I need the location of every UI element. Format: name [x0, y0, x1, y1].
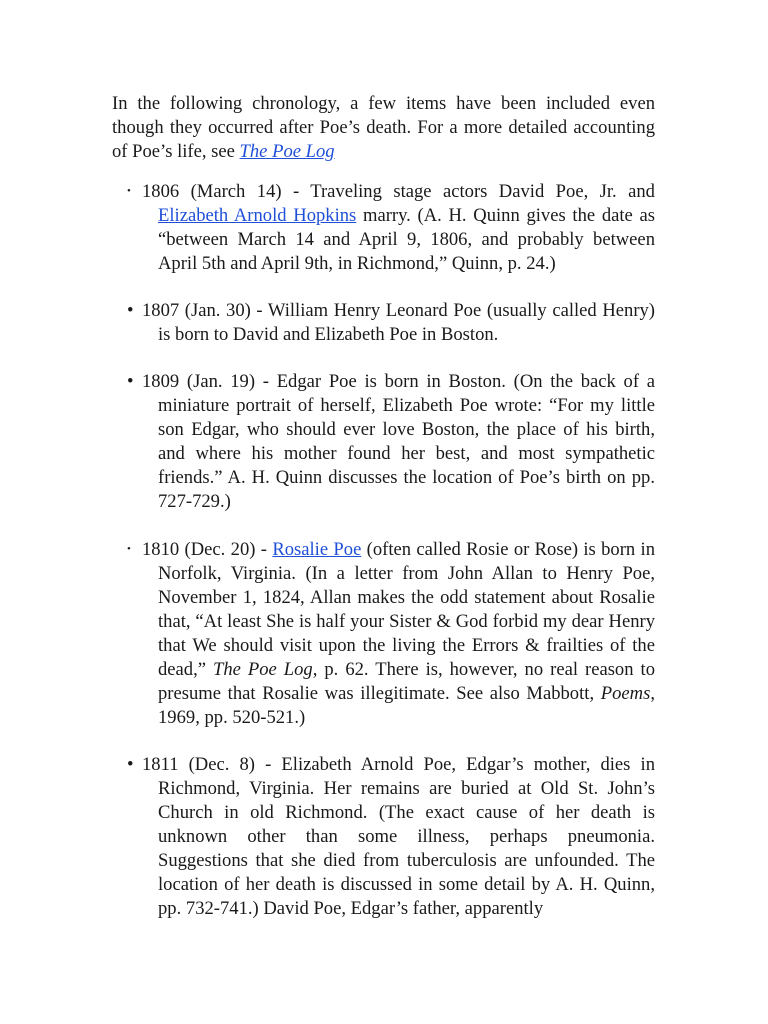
bullet-icon: •: [127, 300, 134, 321]
poems-citation: Poems: [600, 683, 651, 704]
bullet-icon: •: [127, 185, 131, 197]
chronology-entry-1807: [112, 299, 655, 347]
chronology-entry-1806: [112, 179, 655, 276]
bullet-icon: •: [127, 754, 134, 775]
entry-date: 1811 (Dec. 8) -: [142, 754, 282, 775]
entry-text: Elizabeth Arnold Poe, Edgar’s mother, dies in Richmond, Virginia. Her remains are buried at Old St. John’s Church in old Richmond. (The exact cause of her death is unknown other than some illness, perhaps pneumonia. Suggestions that she died from tuberculosis are unfounded. The location of her death is discussed in some detail by A. H. Quinn, pp. 732-741.) David Poe, Edgar’s father, apparently: [158, 754, 655, 919]
entry-text: marry. (A. H. Quinn gives the date as “between March 14 and April 9, 1806, and probably between April 5th and April 9th, in Richmond,” Quinn, p. 24.): [158, 205, 655, 274]
intro-text: In the following chronology, a few items have been included even though they occurred after Poe’s death. For a more detailed accounting of Poe’s life, see: [112, 93, 655, 162]
poe-log-link[interactable]: The Poe Log: [239, 141, 335, 162]
poe-log-citation: The Poe Log: [213, 659, 313, 680]
entry-text: (often called Rosie or Rose) is born in Norfolk, Virginia. (In a letter from John Allan to Henry Poe, November 1, 1824, Allan makes the odd statement about Rosalie that, “At least She is half your Sister & God forbid my dear Henry that We should visit upon the living the Errors & frailties of the dead,”: [158, 539, 656, 680]
entry-text: , p. 62. There is, however, no real reason to presume that Rosalie was illegitimate. See also Mabbott,: [158, 659, 655, 704]
chronology-entry-1809: [112, 370, 655, 514]
entry-date: 1810 (Dec. 20) -: [142, 539, 273, 560]
bullet-icon: •: [127, 371, 134, 392]
entry-text: , 1969, pp. 520-521.): [158, 683, 655, 728]
rosalie-poe-link[interactable]: Rosalie Poe: [272, 539, 362, 560]
entry-text: William Henry Leonard Poe (usually called Henry) is born to David and Elizabeth Poe in Boston.: [158, 300, 655, 345]
intro-paragraph: [112, 92, 655, 164]
elizabeth-arnold-hopkins-link[interactable]: Elizabeth Arnold Hopkins: [158, 205, 357, 226]
bullet-icon: •: [127, 543, 131, 555]
entry-date: 1807 (Jan. 30) -: [142, 300, 268, 321]
document-page: [112, 92, 655, 944]
entry-text: Edgar Poe is born in Boston. (On the back of a miniature portrait of herself, Elizabeth Poe wrote: “For my little son Edgar, who should ever love Boston, the place of his birth, and where his mother found her best, and most sympathetic friends.” A. H. Quinn discusses the location of Poe’s birth on pp. 727-729.): [158, 371, 655, 512]
chronology-entry-1810: [112, 537, 655, 730]
entry-text: Traveling stage actors David Poe, Jr. and: [310, 181, 655, 202]
entry-date: 1809 (Jan. 19) -: [142, 371, 277, 392]
chronology-entry-1811: [112, 753, 655, 921]
entry-date: 1806 (March 14) -: [142, 181, 311, 202]
